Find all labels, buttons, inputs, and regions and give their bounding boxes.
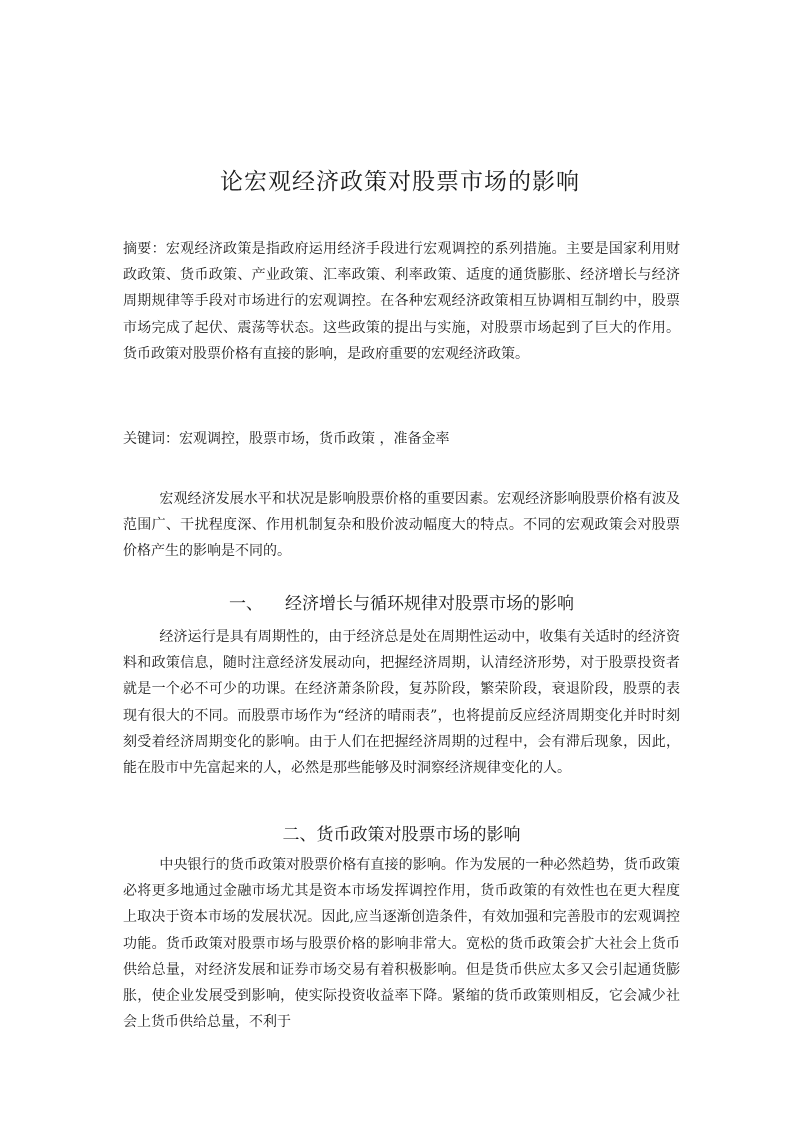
keywords-line: 关键词：宏观调控，股票市场，货币政策 ，准备金率 (123, 431, 450, 447)
document-title: 论宏观经济政策对股票市场的影响 (220, 169, 580, 195)
section-1-number: 一、 (229, 594, 263, 614)
section-1-heading-text: 经济增长与循环规律对股票市场的影响 (285, 594, 574, 614)
section-1-paragraph: 经济运行是具有周期性的，由于经济总是处在周期性运动中，收集有关适时的经济资料和政策信息，随时注意经济发展动向，把握经济周期，认清经济形势，对于股票投资者就是一个必不可少的功课。在经济萧条阶段，复苏阶段，繁荣阶段，衰退阶段，股票的表现有很大的不同。而股票市场作为“经济的晴雨表”，也将提前反应经济周期变化并时时刻刻受着经济周期变化的影响。由于人们在把握经济周期的过程中，会有滞后现象，因此，能在股市中先富起来的人，必然是那些能够及时洞察经济规律变化的人。 (123, 629, 680, 777)
section-2-heading: 二、货币政策对股票市场的影响 (282, 825, 521, 845)
intro-paragraph: 宏观经济发展水平和状况是影响股票价格的重要因素。宏观经济影响股票价格有波及范围广、干扰程度深、作用机制复杂和股价波动幅度大的特点。不同的宏观政策会对股票价格产生的影响是不同的。 (123, 491, 680, 560)
abstract-paragraph: 摘要：宏观经济政策是指政府运用经济手段进行宏观调控的系列措施。主要是国家利用财政政策、货币政策、产业政策、汇率政策、利率政策、适度的通货膨胀、经济增长与经济周期规律等手段对市场进行的宏观调控。在各种宏观经济政策相互协调相互制约中，股票市场完成了起伏、震荡等状态。这些政策的提出与实施，对股票市场起到了巨大的作用。货币政策对股票价格有直接的影响，是政府重要的宏观经济政策。 (123, 241, 680, 362)
section-1-heading (123, 589, 680, 614)
section-2-paragraph: 中央银行的货币政策对股票价格有直接的影响。作为发展的一种必然趋势，货币政策必将更多地通过金融市场尤其是资本市场发挥调控作用，货币政策的有效性也在更大程度上取决于资本市场的发展状况。因此,应当逐渐创造条件，有效加强和完善股市的宏观调控功能。货币政策对股票市场与股票价格的影响非常大。宽松的货币政策会扩大社会上货币供给总量，对经济发展和证券市场交易有着积极影响。但是货币供应太多又会引起通货膨胀，使企业发展受到影响，使实际投资收益率下降。紧缩的货币政策则相反，它会减少社会上货币供给总量，不利于 (123, 857, 680, 1031)
